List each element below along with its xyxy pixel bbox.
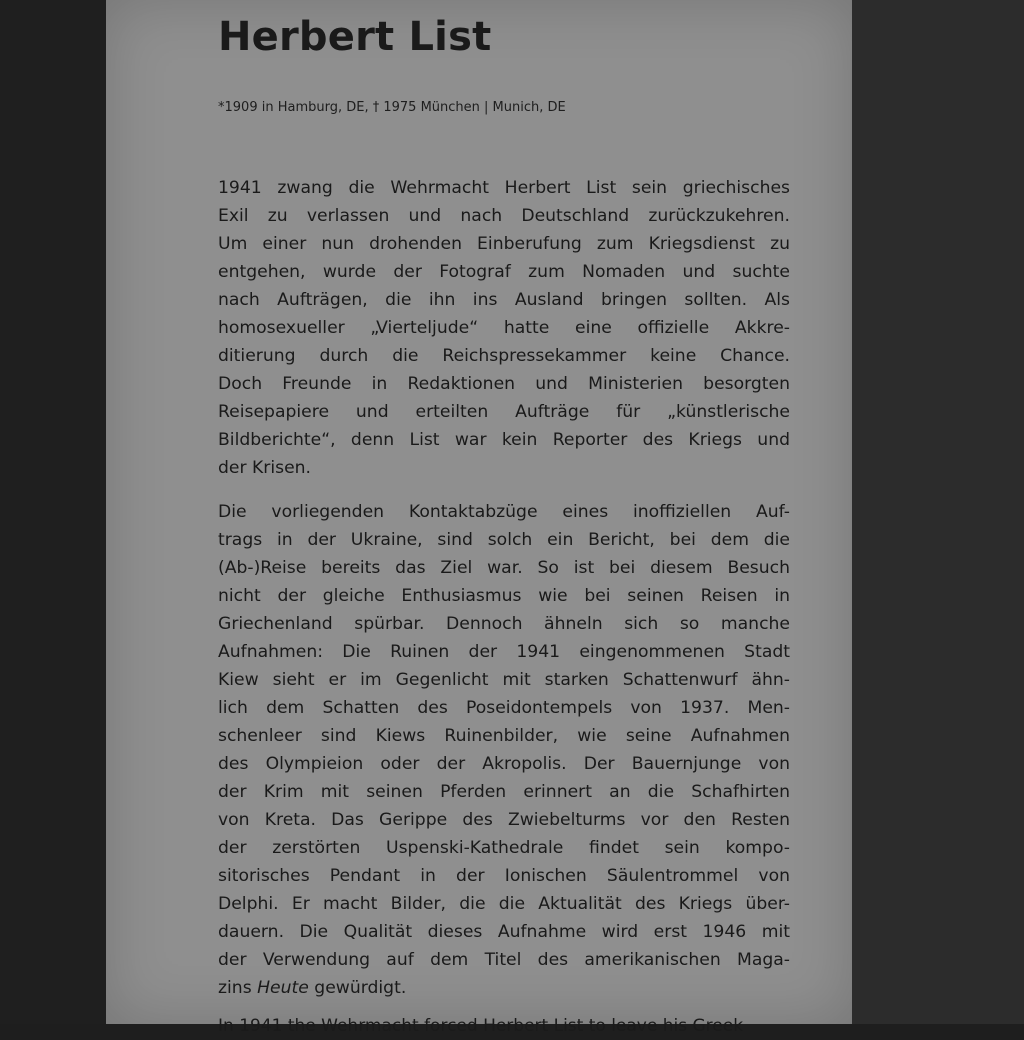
text-line: ditierung durch die Reichspressekammer keine Chance. — [218, 346, 790, 366]
text-line: dauern. Die Qualität dieses Aufnahme wird erst 1946 mit — [218, 922, 790, 942]
text-line: nach Aufträgen, die ihn ins Ausland bringen sollten. Als — [218, 290, 790, 310]
text-line: Reisepapiere und erteilten Aufträge für „künstlerische — [218, 402, 790, 422]
text-panel — [106, 0, 852, 1036]
text-line: sitorisches Pendant in der Ionischen Säulentrommel von — [218, 866, 790, 886]
text-line: entgehen, wurde der Fotograf zum Nomaden und suchte — [218, 262, 790, 282]
text-fragment: zins — [218, 978, 258, 998]
text-line: Die vorliegenden Kontaktabzüge eines inoffiziellen Auf- — [218, 502, 790, 522]
paragraph-2 — [218, 498, 790, 1002]
text-line: trags in der Ukraine, sind solch ein Bericht, bei dem die — [218, 530, 790, 550]
text-line: homosexueller „Vierteljude“ hatte eine offizielle Akkre- — [218, 318, 790, 338]
text-line: der Krisen. — [218, 458, 312, 478]
dark-wall-right — [852, 0, 1024, 1024]
text-fragment: gewürdigt. — [308, 978, 407, 998]
text-line: Kiew sieht er im Gegenlicht mit starken Schattenwurf ähn- — [218, 670, 790, 690]
text-line-last — [218, 974, 790, 1002]
text-line: Um einer nun drohenden Einberufung zum Kriegsdienst zu — [218, 234, 790, 254]
text-line: Griechenland spürbar. Dennoch ähneln sich so manche — [218, 614, 790, 634]
text-line: der Krim mit seinen Pferden erinnert an die Schafhirten — [218, 782, 790, 802]
artist-name: Herbert List — [218, 14, 492, 60]
text-line: Delphi. Er macht Bilder, die die Aktualität des Kriegs über- — [218, 894, 790, 914]
text-line: Exil zu verlassen und nach Deutschland zurückzukehren. — [218, 206, 790, 226]
artist-bio-dates: *1909 in Hamburg, DE, † 1975 München | Munich, DE — [218, 100, 566, 115]
text-line: (Ab-)Reise bereits das Ziel war. So ist bei diesem Besuch — [218, 558, 790, 578]
text-line: Aufnahmen: Die Ruinen der 1941 eingenommenen Stadt — [218, 642, 790, 662]
text-line: lich dem Schatten des Poseidontempels von 1937. Men- — [218, 698, 790, 718]
paragraph-1 — [218, 174, 790, 482]
text-line: nicht der gleiche Enthusiasmus wie bei seinen Reisen in — [218, 586, 790, 606]
text-line: der Verwendung auf dem Titel des amerikanischen Maga- — [218, 950, 790, 970]
text-line: Doch Freunde in Redaktionen und Ministerien besorgten — [218, 374, 790, 394]
text-line: des Olympieion oder der Akropolis. Der Bauernjunge von — [218, 754, 790, 774]
cut-off-english-line: In 1941 the Wehrmacht forced Herbert List to leave his Greek — [218, 1016, 744, 1036]
text-line: 1941 zwang die Wehrmacht Herbert List sein griechisches — [218, 178, 790, 198]
text-line: von Kreta. Das Gerippe des Zwiebelturms vor den Resten — [218, 810, 790, 830]
text-line: schenleer sind Kiews Ruinenbilder, wie seine Aufnahmen — [218, 726, 790, 746]
text-line: der zerstörten Uspenski-Kathedrale findet sein kompo- — [218, 838, 790, 858]
magazine-title: Heute — [257, 978, 309, 998]
text-line: Bildberichte“, denn List war kein Reporter des Kriegs und — [218, 430, 790, 450]
